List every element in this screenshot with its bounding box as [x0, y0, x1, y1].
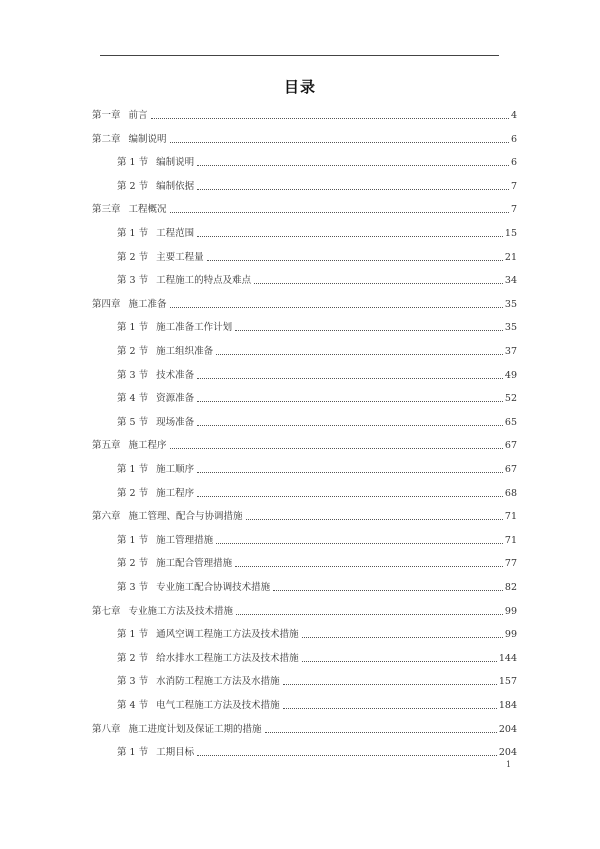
toc-dot-leader: [170, 307, 503, 308]
toc-entry-title: 施工准备工作计划: [156, 322, 233, 334]
toc-chapter-row[interactable]: [92, 293, 517, 311]
toc-entry-number: 第 2 节: [117, 558, 149, 570]
toc-section-row[interactable]: [117, 741, 517, 759]
toc-entry-page: 184: [498, 700, 517, 711]
toc-entry-title: 工程施工的特点及难点: [156, 275, 252, 287]
toc-dot-leader: [170, 142, 509, 143]
toc-entry-number: 第 2 节: [117, 180, 149, 192]
toc-chapter-row[interactable]: [92, 434, 517, 452]
toc-entry-number: 第一章: [92, 110, 121, 121]
toc-entry-page: 6: [510, 157, 517, 169]
toc-dot-leader: [197, 496, 503, 497]
toc-entry-title: 通风空调工程施工方法及技术措施: [156, 629, 299, 641]
toc-entry-title: 施工组织准备: [156, 346, 214, 357]
toc-section-row[interactable]: [117, 246, 517, 264]
toc-entry-number: 第八章: [92, 723, 121, 735]
toc-dot-leader: [170, 212, 509, 213]
toc-entry-number: 第 3 节: [117, 582, 149, 593]
toc-dot-leader: [197, 472, 503, 473]
page-number: 1: [506, 760, 512, 769]
toc-entry-number: 第 1 节: [117, 534, 149, 546]
toc-entry-title: 工程范围: [156, 228, 195, 239]
page-title: 目录: [283, 78, 316, 96]
toc-section-row[interactable]: [117, 623, 517, 641]
toc-entry-page: 68: [504, 487, 517, 499]
toc-section-row[interactable]: [117, 552, 517, 570]
toc-chapter-row[interactable]: [92, 198, 517, 216]
toc-section-row[interactable]: [117, 529, 517, 547]
toc-dot-leader: [273, 590, 503, 591]
toc-entry-title: 现场准备: [156, 416, 195, 428]
toc-dot-leader: [254, 283, 503, 284]
toc-entry-title: 施工进度计划及保证工期的措施: [128, 723, 262, 735]
toc-entry-title: 给水排水工程施工方法及技术措施: [156, 652, 299, 664]
toc-entry-title: 施工准备: [128, 298, 167, 310]
toc-dot-leader: [283, 708, 497, 709]
toc-entry-number: 第 3 节: [117, 275, 149, 287]
toc-entry-page: 34: [504, 275, 517, 287]
toc-entry-title: 施工管理、配合与协调措施: [128, 511, 243, 523]
toc-entry-page: 52: [504, 393, 517, 405]
toc-dot-leader: [283, 684, 497, 685]
toc-entry-title: 施工配合管理措施: [156, 558, 233, 570]
toc-dot-leader: [197, 378, 503, 379]
toc-entry-title: 编制依据: [156, 180, 195, 192]
toc-dot-leader: [216, 354, 503, 355]
toc-entry-page: 77: [504, 558, 517, 570]
toc-dot-leader: [302, 637, 503, 638]
toc-entry-number: 第 2 节: [117, 251, 149, 263]
toc-dot-leader: [216, 543, 503, 544]
toc-section-row[interactable]: [117, 576, 517, 594]
toc-entry-number: 第 1 节: [117, 322, 149, 334]
toc-entry-title: 水消防工程施工方法及水措施: [156, 676, 280, 688]
toc-entry-page: 71: [504, 534, 517, 546]
toc-entry-page: 67: [504, 464, 517, 475]
toc-dot-leader: [197, 165, 509, 166]
toc-dot-leader: [151, 118, 509, 119]
toc-entry-number: 第 3 节: [117, 369, 149, 381]
toc-entry-page: 35: [504, 322, 517, 334]
toc-dot-leader: [197, 755, 497, 756]
toc-entry-number: 第 2 节: [117, 487, 149, 499]
toc-dot-leader: [170, 448, 503, 449]
toc-entry-number: 第 3 节: [117, 676, 149, 688]
toc-section-row[interactable]: [117, 670, 517, 688]
toc-entry-title: 编制说明: [156, 157, 195, 169]
toc-entry-title: 专业施工配合协调技术措施: [156, 582, 271, 593]
toc-section-row[interactable]: [117, 482, 517, 500]
toc-entry-number: 第 1 节: [117, 464, 149, 475]
toc-entry-page: 67: [504, 440, 517, 452]
toc-section-row[interactable]: [117, 387, 517, 405]
toc-dot-leader: [207, 260, 503, 261]
toc-dot-leader: [302, 661, 497, 662]
toc-chapter-row[interactable]: [92, 600, 517, 618]
toc-entry-number: 第六章: [92, 511, 121, 523]
toc-section-row[interactable]: [117, 364, 517, 382]
toc-entry-title: 资源准备: [156, 393, 195, 405]
toc-entry-title: 专业施工方法及技术措施: [128, 605, 234, 617]
toc-section-row[interactable]: [117, 222, 517, 240]
toc-chapter-row[interactable]: [92, 718, 517, 736]
toc-entry-page: 4: [510, 110, 517, 121]
toc-entry-page: 65: [504, 416, 517, 428]
toc-entry-title: 编制说明: [128, 133, 167, 145]
toc-entry-title: 施工程序: [156, 487, 195, 499]
toc-section-row[interactable]: [117, 175, 517, 193]
header-rule: [100, 55, 499, 56]
toc-entry-number: 第 5 节: [117, 416, 149, 428]
toc-dot-leader: [235, 566, 503, 567]
toc-entry-title: 施工程序: [128, 440, 167, 452]
toc-entry-number: 第 1 节: [117, 629, 149, 641]
toc-dot-leader: [236, 614, 503, 615]
toc-dot-leader: [235, 330, 503, 331]
toc-section-row[interactable]: [117, 151, 517, 169]
toc-entry-title: 技术准备: [156, 369, 195, 381]
toc-entry-page: 99: [504, 605, 517, 617]
toc-section-row[interactable]: [117, 647, 517, 665]
toc-section-row[interactable]: [117, 340, 517, 358]
toc-entry-page: 15: [504, 228, 517, 239]
toc-section-row[interactable]: [117, 411, 517, 429]
toc-entry-page: 82: [504, 582, 517, 593]
toc-entry-title: 前言: [128, 110, 148, 121]
toc-entry-page: 7: [510, 180, 517, 192]
toc-entry-page: 99: [504, 629, 517, 641]
toc-entry-page: 157: [498, 676, 517, 688]
toc-entry-title: 电气工程施工方法及技术措施: [156, 700, 280, 711]
toc-chapter-row[interactable]: [92, 505, 517, 523]
toc-entry-number: 第七章: [92, 605, 121, 617]
toc-entry-number: 第 4 节: [117, 700, 149, 711]
toc-entry-page: 21: [504, 251, 517, 263]
toc-entry-page: 6: [510, 133, 517, 145]
toc-entry-number: 第 1 节: [117, 157, 149, 169]
toc-entry-number: 第 1 节: [117, 747, 149, 759]
toc-entry-number: 第 2 节: [117, 652, 149, 664]
toc-entry-page: 35: [504, 298, 517, 310]
toc-entry-page: 49: [504, 369, 517, 381]
toc-entry-page: 204: [498, 723, 517, 735]
toc-entry-title: 工程概况: [128, 204, 167, 216]
toc-section-row[interactable]: [117, 694, 517, 712]
toc-section-row[interactable]: [117, 458, 517, 476]
toc-entry-page: 37: [504, 346, 517, 357]
toc-entry-title: 工期目标: [156, 747, 195, 759]
toc-chapter-row[interactable]: [92, 128, 517, 146]
toc-entry-number: 第五章: [92, 440, 121, 452]
toc-section-row[interactable]: [117, 316, 517, 334]
toc-entry-number: 第 4 节: [117, 393, 149, 405]
toc-entry-number: 第 2 节: [117, 346, 149, 357]
toc-entry-page: 71: [504, 511, 517, 523]
toc-entry-number: 第四章: [92, 298, 121, 310]
toc-dot-leader: [197, 189, 509, 190]
toc-entry-title: 主要工程量: [156, 251, 204, 263]
toc-entry-number: 第 1 节: [117, 228, 149, 239]
toc-entry-number: 第二章: [92, 133, 121, 145]
toc-entry-title: 施工管理措施: [156, 534, 214, 546]
toc-dot-leader: [197, 236, 503, 237]
toc-section-row[interactable]: [117, 269, 517, 287]
toc-dot-leader: [197, 425, 503, 426]
toc-dot-leader: [246, 519, 503, 520]
toc-entry-number: 第三章: [92, 204, 121, 216]
toc-dot-leader: [197, 401, 503, 402]
toc-entry-page: 7: [510, 204, 517, 216]
toc-entry-page: 204: [498, 747, 517, 759]
toc-dot-leader: [265, 732, 497, 733]
toc-entry-page: 144: [498, 652, 517, 664]
toc-entry-title: 施工顺序: [156, 464, 195, 475]
toc-chapter-row[interactable]: [92, 104, 517, 122]
